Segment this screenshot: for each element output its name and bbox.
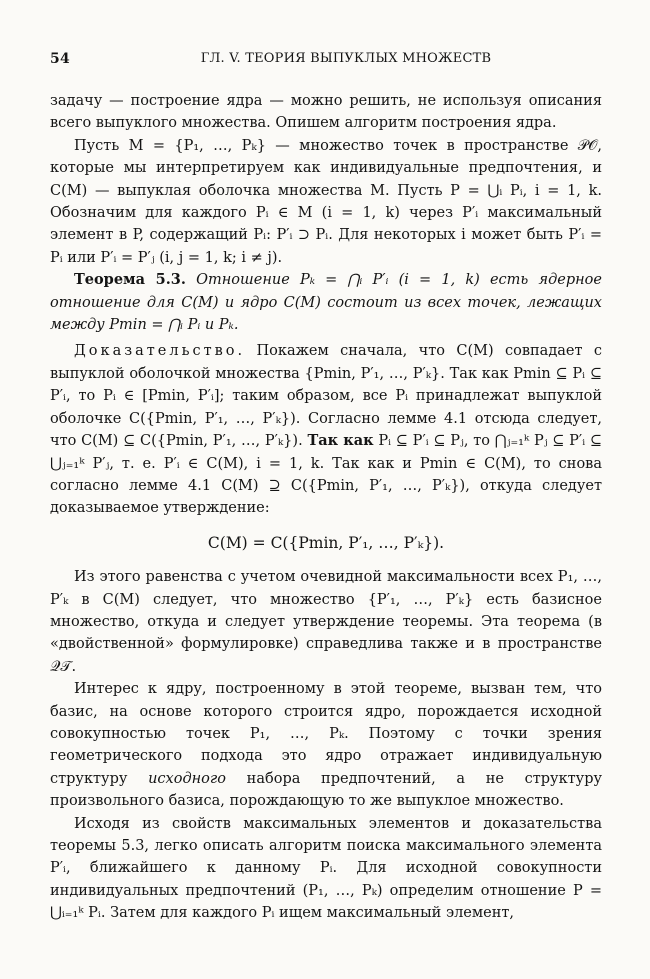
running-head-title: ГЛ. V. ТЕОРИЯ ВЫПУКЛЫХ МНОЖЕСТВ [200, 51, 492, 66]
proof-paragraph [50, 340, 602, 519]
proof-text-2: Pᵢ ⊆ P′ᵢ ⊆ Pⱼ, то ⋂ⱼ₌₁ᵏ Pⱼ ⊆ P′ᵢ ⊆ ⋃ⱼ₌₁ᵏ P′ⱼ, т. е. P′ᵢ ∈ C(M), i = 1, k. Так как и Pmin ∈ C(M), то снова согласно лемме 4.1 C(M) ⊇ C({Pmin, P′₁, …, P′ₖ}), откуда следует доказываемое утверждение: [50, 433, 603, 517]
intro-paragraph: задачу — построение ядра — можно решить, не используя описания всего выпуклого множества. Опишем алгоритм построения ядра. [50, 93, 602, 132]
interest-italic: исходного [148, 770, 226, 787]
after-formula-paragraph: Из этого равенства с учетом очевидной максимальности всех P₁, …, P′ₖ в C(M) следует, что множество {P′₁, …, P′ₖ} есть базисное множество, откуда и следует утверждение теоремы. Эта теорема (в «двойственной» формулировке) справедлива также и в пространстве 𝒬𝒯. [50, 569, 602, 675]
algorithm-paragraph: Исходя из свойств максимальных элементов и доказательства теоремы 5.3, легко описать алгоритм поиска максимального элемента P′ᵢ, ближайшего к данному Pᵢ. Для исходной совокупности индивидуальных предпочтений (P₁, …, Pₖ) определим отношение P = ⋃ᵢ₌₁ᵏ Pᵢ. Затем для каждого Pᵢ ищем максимальный элемент, [50, 815, 602, 922]
page-body [50, 90, 602, 925]
theorem-label: Теорема 5.3. [74, 271, 186, 289]
interest-text: Интерес к ядру, построенному в этой теореме, вызван тем, что базис, на основе которого строится ядро, порождается исходной совокупностью точек P₁, …, Pₖ. Поэтому с точки зрения геометрического подхода это ядро отражает индивидуальную структуру [50, 681, 602, 787]
display-formula: C(M) = C({Pmin, P′₁, …, P′ₖ}). [207, 533, 445, 552]
page-number: 54 [50, 51, 70, 67]
proof-bold-phrase: Так как [307, 432, 374, 450]
interest-end: набора предпочтений, а не структуру произвольного базиса, порождающую то же выпуклое множество. [50, 770, 603, 810]
theorem-statement: Отношение Pₖ = ⋂ᵢ P′ᵢ (i = 1, k) есть ядерное отношение для C(M) и ядро C(M) состоит из всех точек, лежащих между Pmin = ⋂ᵢ Pᵢ и Pₖ. [50, 272, 602, 334]
proof-label: Доказательство. [74, 343, 246, 360]
interest-paragraph [50, 678, 602, 812]
setup-paragraph: Пусть M = {P₁, …, Pₖ} — множество точек в пространстве 𝒫𝒪, которые мы интерпретируем как индивидуальные предпочтения, и C(M) — выпуклая оболочка множества M. Пусть P = ⋃ᵢ Pᵢ, i = 1, k. Обозначим для каждого Pᵢ ∈ M (i = 1, k) через P′ᵢ максимальный элемент в P, содержащий Pᵢ: P′ᵢ ⊃ Pᵢ. Для некоторых i может быть P′ᵢ = Pᵢ или P′ᵢ = P′ⱼ (i, j = 1, k; i ≠ j). [50, 137, 602, 266]
theorem-paragraph [50, 269, 602, 336]
running-header [50, 48, 602, 70]
proof-text-1: Покажем сначала, что C(M) совпадает с выпуклой оболочкой множества {Pmin, P′₁, …, P′ₖ}. Так как Pmin ⊆ Pᵢ ⊆ P′ᵢ, то Pᵢ ∈ [Pmin, P′ᵢ]; таким образом, все Pᵢ принадлежат выпуклой оболочке C({Pmin, P′₁, …, P′ₖ}). Согласно лемме 4.1 отсюда следует, что C(M) ⊆ C({Pmin, P′₁, …, P′ₖ}). [50, 343, 602, 450]
